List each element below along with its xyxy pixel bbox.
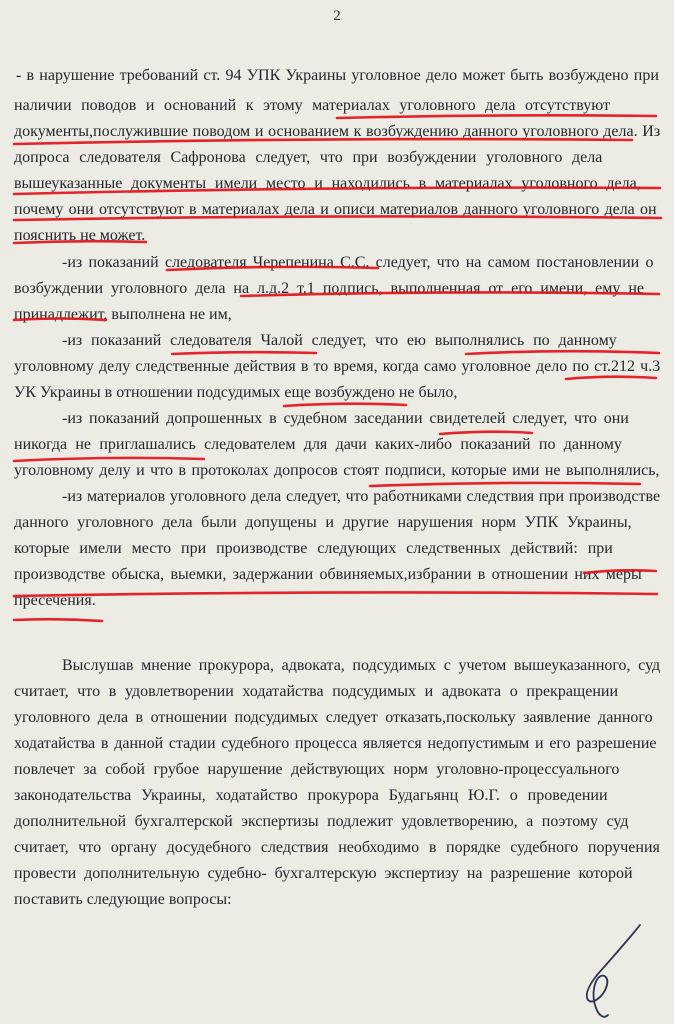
text-line: вышеуказанные документы имели место и находились в материалах уголовного дела, (14, 175, 641, 192)
text-line: Выслушав мнение прокурора, адвоката, подсудимых с учетом вышеуказанного, суд (62, 657, 661, 674)
text-line: почему они отсутствуют в материалах дела и описи материалов данного уголовного дела он (14, 201, 657, 218)
text-line: -из показаний допрошенных в судебном заседании свидетелей следует, что они (62, 410, 629, 427)
text-line: -из материалов уголовного дела следует, что работниками следствия при производстве (62, 488, 661, 505)
text-line: -из показаний следователя Черепенина С.С. следует, что на самом постановлении о (62, 254, 654, 271)
text-line: производстве обыска, выемки, задержании обвиняемых,избрании в отношении них меры (14, 566, 642, 583)
text-line: ходатайства в данной стадии судебного процесса является недопустимым и его разрешение (14, 735, 657, 752)
text-line: принадлежит, выполнена не им, (14, 306, 232, 323)
text-line: -из показаний следователя Чалой следует, что ею выполнялись по данному (62, 332, 617, 349)
text-line: считает, что органу досудебного следствия необходимо в порядке судебного поручения (14, 839, 660, 856)
text-line: законодательства Украины, ходатайство прокурора Будагьянц Ю.Г. о проведении (14, 787, 608, 804)
text-line: данного уголовного дела были допущены и другие нарушения норм УПК Украины, (14, 514, 632, 531)
text-line: дополнительной бухгалтерской экспертизы подлежит удовлетворению, а поэтому суд (14, 813, 629, 830)
text-line: уголовному делу и что в протоколах допросов стоят подписи, которые ими не выполнялись, (14, 462, 660, 479)
text-line: документы,послужившие поводом и основанием к возбуждению данного уголовного дела. Из (14, 123, 661, 140)
text-line: никогда не приглашались следователем для дачи каких-либо показаний по данному (14, 436, 622, 453)
text-line: считает, что в удовлетворении ходатайства подсудимых и адвоката о прекращении (14, 683, 619, 700)
text-line: УК Украины в отношении подсудимых еще возбуждено не было, (14, 384, 458, 401)
text-line: которые имели место при производстве следующих следственных действий: при (14, 540, 613, 557)
text-line: пресечения. (14, 592, 96, 609)
text-line: уголовного дела в отношении подсудимых следует отказать,поскольку заявление данного (14, 709, 653, 726)
text-line: поставить следующие вопросы: (14, 891, 232, 908)
page-number: 2 (333, 8, 341, 24)
text-line: возбуждении уголовного дела на л.д.2 т.1 подпись, выполненная от его имени, ему не (14, 280, 644, 297)
text-line: уголовному делу следственные действия в то время, когда само уголовное дело по ст.212 ч.3 (14, 358, 661, 375)
text-line: пояснить не может. (14, 227, 146, 244)
text-line: наличии поводов и оснований к этому материалах уголовного дела отсутствуют (14, 97, 610, 114)
text-line: повлечет за собой грубое нарушение действующих норм уголовно-процессуального (14, 761, 620, 778)
text-line: провести дополнительную судебно- бухгалтерскую экспертизу на разрешение которой (14, 865, 633, 882)
text-line: допроса следователя Сафронова следует, что при возбуждении уголовного дела (14, 149, 603, 166)
text-line: - в нарушение требований ст. 94 УПК Украины уголовное дело может быть возбуждено при (16, 67, 659, 84)
